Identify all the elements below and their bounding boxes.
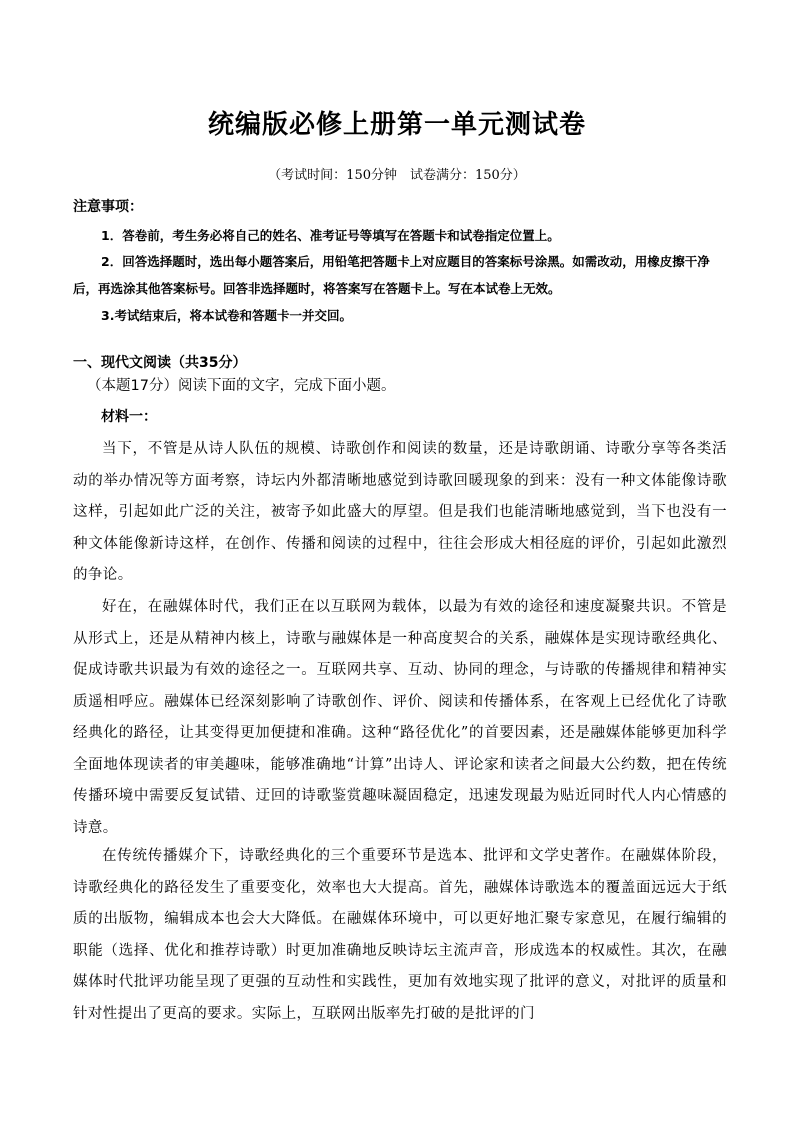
exam-info: （考试时间：150分钟 试卷满分：150分） <box>268 168 526 183</box>
notice-item <box>73 248 725 302</box>
section-heading: 一、现代文阅读（共35分） <box>73 355 247 371</box>
body-paragraph: 好在，在融媒体时代，我们正在以互联网为载体，以最为有效的途径和速度凝聚共识。不管是从形式上，还是从精神内核上，诗歌与融媒体是一种高度契合的关系，融媒体是实现诗歌经典化、促成诗歌共识最为有效的途径之一。互联网共享、互动、协同的理念，与诗歌的传播规律和精神实质遥相呼应。融媒体已经深刻影响了诗歌创作、评价、阅读和传播体系，在客观上已经优化了诗歌经典化的路径，让其变得更加便捷和准确。这种“路径优化”的首要因素，还是融媒体能够更加科学全面地体现读者的审美趣味，能够准确地“计算”出诗人、评论家和读者之间最大公约数，把在传统传播环境中需要反复试错、迂回的诗歌鉴赏趣味凝固稳定，迅速发现最为贴近同时代人内心情感的诗意。 <box>73 599 727 836</box>
body-paragraph: 当下，不管是从诗人队伍的规模、诗歌创作和阅读的数量，还是诗歌朗诵、诗歌分享等各类活动的举办情况等方面考察，诗坛内外都清晰地感觉到诗歌回暖现象的到来：没有一种文体能像诗歌这样，引起如此广泛的关注，被寄予如此盛大的厚望。但是我们也能清晰地感觉到，当下也没有一种文体能像新诗这样，在创作、传播和阅读的过程中，往往会形成大相径庭的评价，引起如此激烈的争论。 <box>73 441 727 583</box>
notice-heading: 注意事项： <box>73 199 143 215</box>
notice-item-text: 1．答卷前，考生务必将自己的姓名、准考证号等填写在答题卡和试卷指定位置上。 <box>101 228 560 243</box>
notice-item <box>73 302 725 329</box>
body-paragraph: 在传统传播媒介下，诗歌经典化的三个重要环节是选本、批评和文学史著作。在融媒体阶段，诗歌经典化的路径发生了重要变化，效率也大大提高。首先，融媒体诗歌选本的覆盖面远远大于纸质的出版物，编辑成本也会大大降低。在融媒体环境中，可以更好地汇聚专家意见，在履行编辑的职能（选择、优化和推荐诗歌）时更加准确地反映诗坛主流声音，形成选本的权威性。其次，在融媒体时代批评功能呈现了更强的互动性和实践性，更加有效地实现了批评的意义，对批评的质量和针对性提出了更高的要求。实际上，互联网出版率先打破的是批评的门 <box>73 848 727 1022</box>
notice-item-text: 2．回答选择题时，选出每小题答案后，用铅笔把答题卡上对应题目的答案标号涂黑。如需改动，用橡皮擦干净后，再选涂其他答案标号。回答非选择题时，将答案写在答题卡上。写在本试卷上无效。 <box>73 254 710 296</box>
page-title: 统编版必修上册第一单元测试卷 <box>207 110 586 140</box>
notice-item-text: 3.考试结束后，将本试卷和答题卡一并交回。 <box>101 308 352 323</box>
material-label: 材料一： <box>101 409 157 425</box>
question-intro: （本题17分）阅读下面的文字，完成下面小题。 <box>87 378 396 394</box>
notice-item <box>73 222 725 249</box>
